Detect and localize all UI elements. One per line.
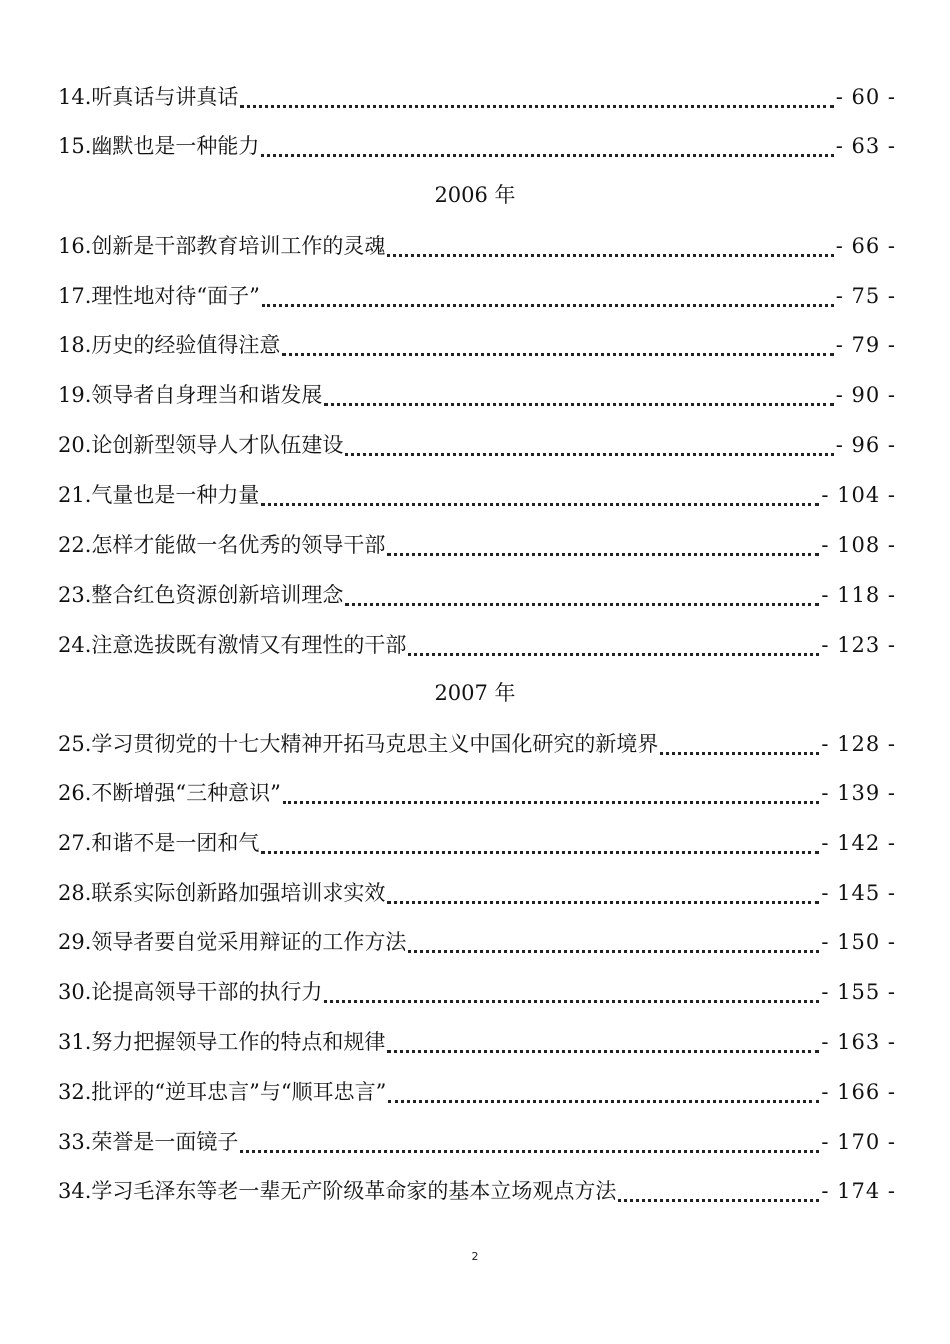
toc-entry-page: - 139 - (821, 781, 896, 805)
dot-leader (345, 575, 819, 606)
dot-leader (261, 126, 833, 157)
toc-entry-title: 32.批评的“逆耳忠言”与“顺耳忠言” (58, 1080, 387, 1104)
toc-entry-title: 31.努力把握领导工作的特点和规律 (58, 1030, 386, 1054)
toc-entry-title: 26.不断增强“三种意识” (58, 781, 281, 805)
toc-entry[interactable] (58, 823, 896, 863)
toc-entry-title: 19.领导者自身理当和谐发展 (58, 383, 323, 407)
toc-entry-title: 21.气量也是一种力量 (58, 483, 260, 507)
dot-leader (660, 724, 819, 755)
toc-entry[interactable] (58, 1022, 896, 1062)
toc-entry[interactable] (58, 126, 896, 166)
toc-entry-page: - 96 - (835, 433, 896, 457)
toc-entry-title: 17.理性地对待“面子” (58, 284, 260, 308)
toc-entry[interactable] (58, 525, 896, 565)
dot-leader (387, 1022, 819, 1053)
toc-entry[interactable] (58, 972, 896, 1012)
dot-leader (261, 823, 819, 854)
toc-entry-page: - 75 - (835, 284, 896, 308)
toc-entry-title: 18.历史的经验值得注意 (58, 333, 281, 357)
dot-leader (345, 425, 833, 456)
toc-entry-title: 33.荣誉是一面镜子 (58, 1130, 239, 1154)
toc-entry-page: - 163 - (821, 1030, 896, 1054)
toc-entry-title: 29.领导者要自觉采用辩证的工作方法 (58, 930, 407, 954)
dot-leader (282, 325, 833, 356)
dot-leader (283, 773, 820, 804)
toc-entry[interactable] (58, 375, 896, 415)
toc-entry-page: - 108 - (821, 533, 896, 557)
dot-leader (324, 375, 833, 406)
year-heading-2006: 2006 年 (434, 183, 516, 207)
toc-entry[interactable] (58, 575, 896, 615)
toc-entry[interactable] (58, 425, 896, 465)
dot-leader (387, 226, 833, 257)
toc-entry-page: - 166 - (821, 1080, 896, 1104)
toc-entry-page: - 170 - (821, 1130, 896, 1154)
toc-entry-title: 24.注意选拔既有激情又有理性的干部 (58, 633, 407, 657)
toc-entry-title: 23.整合红色资源创新培训理念 (58, 583, 344, 607)
dot-leader (324, 972, 819, 1003)
toc-entry[interactable] (58, 226, 896, 266)
toc-entry[interactable] (58, 77, 896, 117)
toc-entry-page: - 150 - (821, 930, 896, 954)
toc-entry[interactable] (58, 724, 896, 764)
toc-entry-title: 27.和谐不是一团和气 (58, 831, 260, 855)
toc-entry[interactable] (58, 1072, 896, 1112)
toc-entry[interactable] (58, 1171, 896, 1211)
toc-entry-page: - 66 - (835, 234, 896, 258)
toc-entry-page: - 142 - (821, 831, 896, 855)
dot-leader (388, 1072, 819, 1103)
toc-entry-title: 16.创新是干部教育培训工作的灵魂 (58, 234, 386, 258)
toc-entry[interactable] (58, 475, 896, 515)
dot-leader (408, 922, 819, 953)
toc-entry-title: 30.论提高领导干部的执行力 (58, 980, 323, 1004)
dot-leader (387, 525, 819, 556)
toc-entry-page: - 145 - (821, 881, 896, 905)
page-number: 2 (471, 1250, 479, 1263)
dot-leader (240, 77, 833, 108)
year-heading-2007: 2007 年 (434, 681, 516, 705)
toc-entry[interactable] (58, 276, 896, 316)
toc-entry-page: - 174 - (821, 1179, 896, 1203)
dot-leader (618, 1171, 819, 1202)
toc-entry-title: 14.听真话与讲真话 (58, 85, 239, 109)
toc-entry-page: - 90 - (835, 383, 896, 407)
toc-entry-title: 15.幽默也是一种能力 (58, 134, 260, 158)
toc-entry-title: 22.怎样才能做一名优秀的领导干部 (58, 533, 386, 557)
toc-entry[interactable] (58, 1122, 896, 1162)
toc-entry-title: 20.论创新型领导人才队伍建设 (58, 433, 344, 457)
toc-entry-title: 25.学习贯彻党的十七大精神开拓马克思主义中国化研究的新境界 (58, 732, 659, 756)
toc-entry-page: - 60 - (835, 85, 896, 109)
dot-leader (387, 873, 819, 904)
toc-entry-page: - 128 - (821, 732, 896, 756)
dot-leader (262, 276, 834, 307)
dot-leader (240, 1122, 819, 1153)
toc-entry-page: - 104 - (821, 483, 896, 507)
toc-entry-title: 28.联系实际创新路加强培训求实效 (58, 881, 386, 905)
toc-entry-page: - 79 - (835, 333, 896, 357)
toc-entry[interactable] (58, 773, 896, 813)
toc-entry-page: - 123 - (821, 633, 896, 657)
dot-leader (261, 475, 819, 506)
toc-entry[interactable] (58, 873, 896, 913)
toc-entry-page: - 118 - (821, 583, 896, 607)
dot-leader (408, 625, 819, 656)
toc-entry[interactable] (58, 625, 896, 665)
toc-entry-title: 34.学习毛泽东等老一辈无产阶级革命家的基本立场观点方法 (58, 1179, 617, 1203)
toc-entry[interactable] (58, 325, 896, 365)
toc-entry[interactable] (58, 922, 896, 962)
toc-entry-page: - 155 - (821, 980, 896, 1004)
toc-entry-page: - 63 - (835, 134, 896, 158)
